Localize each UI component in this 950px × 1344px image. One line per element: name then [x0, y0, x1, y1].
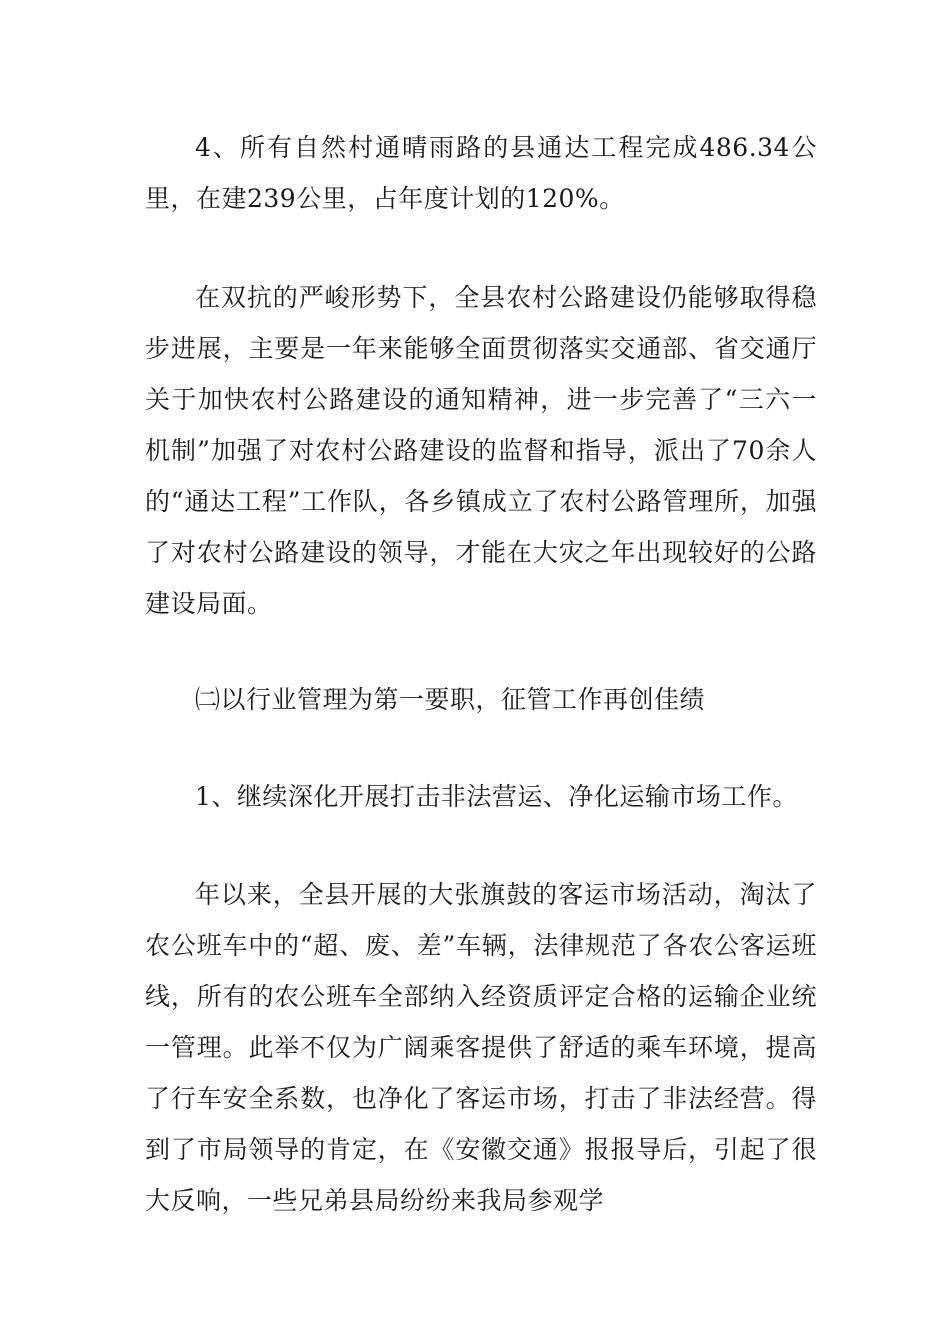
paragraph-village-roads: 4、所有自然村通晴雨路的县通达工程完成486.34公里，在建239公里，占年度计划的120%。: [145, 133, 817, 213]
section-heading-industry-management: ㈡以行业管理为第一要职，征管工作再创佳绩: [195, 685, 706, 714]
subheading-illegal-operation: 1、继续深化开展打击非法营运、净化运输市场工作。: [195, 782, 798, 811]
paragraph-rural-road-progress: 在双抗的严峻形势下，全县农村公路建设仍能够取得稳步进展，主要是一年来能够全面贯彻落实交通部、省交通厅关于加快农村公路建设的通知精神，进一步完善了“三六一机制”加强了对农村公路建设的监督和指导，派出了70余人的“通达工程”工作队，各乡镇成立了农村公路管理所，加强了对农村公路建设的领导，才能在大灾之年出现较好的公路建设局面。: [145, 283, 817, 618]
paragraph-passenger-market: 年以来，全县开展的大张旗鼓的客运市场活动，淘汰了农公班车中的“超、废、差”车辆，法律规范了各农公客运班线，所有的农公班车全部纳入经资质评定合格的运输企业统一管理。此举不仅为广阔乘客提供了舒适的乘车环境，提高了行车安全系数，也净化了客运市场，打击了非法经营。得到了市局领导的肯定，在《安徽交通》报报导后，引起了很大反响，一些兄弟县局纷纷来我局参观学: [145, 880, 817, 1215]
